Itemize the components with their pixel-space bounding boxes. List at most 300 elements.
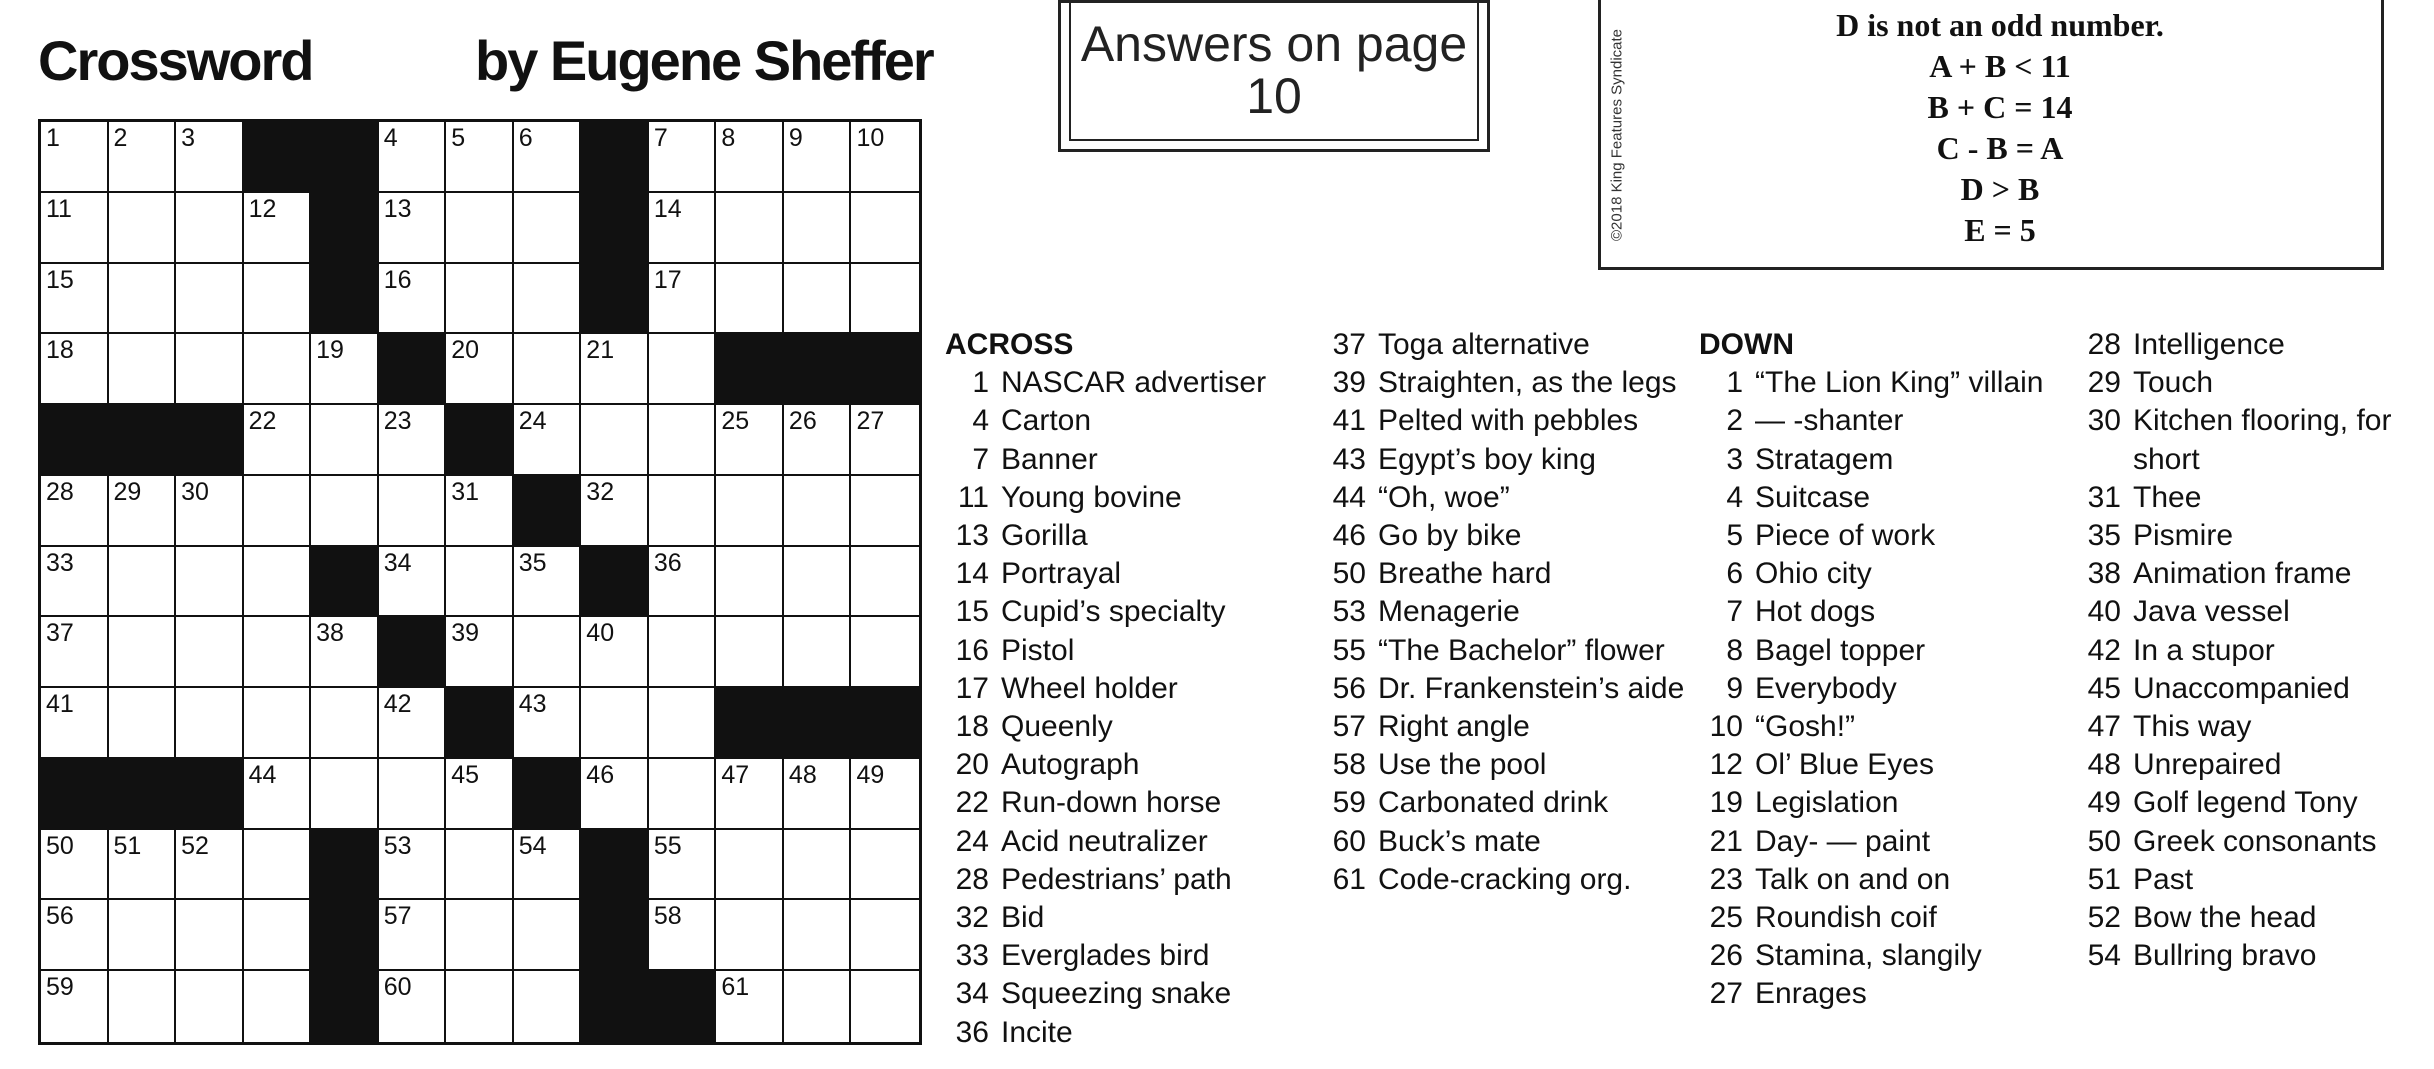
grid-cell[interactable]	[109, 900, 177, 971]
grid-cell[interactable]	[784, 122, 852, 193]
clue-number: 53	[1332, 595, 1366, 629]
grid-cell[interactable]	[379, 476, 447, 547]
grid-cell[interactable]	[581, 759, 649, 830]
clue-number: 12	[1709, 748, 1743, 782]
across-clues-column-2	[1322, 326, 1697, 899]
grid-cell[interactable]	[379, 830, 447, 901]
clue-text: Animation frame	[2133, 557, 2352, 591]
grid-cell[interactable]	[851, 971, 919, 1042]
grid-cell[interactable]	[446, 547, 514, 618]
cell-number: 36	[653, 548, 682, 577]
grid-cell[interactable]	[176, 830, 244, 901]
across-clue	[945, 784, 1320, 822]
grid-cell[interactable]	[784, 830, 852, 901]
grid-cell[interactable]	[446, 193, 514, 264]
grid-cell[interactable]	[784, 971, 852, 1042]
grid-cell[interactable]	[851, 830, 919, 901]
grid-cell[interactable]	[311, 759, 379, 830]
clue-number: 47	[2087, 710, 2121, 744]
clue-text: Autograph	[1001, 748, 1140, 782]
clue-number: 43	[1332, 442, 1366, 476]
cell-number: 18	[46, 336, 74, 365]
grid-cell[interactable]	[514, 617, 582, 688]
grid-cell[interactable]	[379, 759, 447, 830]
down-clue	[1699, 899, 2069, 937]
across-clue	[1322, 670, 1697, 708]
grid-cell[interactable]	[851, 476, 919, 547]
grid-cell[interactable]	[244, 547, 312, 618]
cell-number: 16	[383, 265, 412, 294]
grid-cell[interactable]	[244, 900, 312, 971]
grid-cell[interactable]	[784, 264, 852, 335]
across-clue	[1322, 517, 1697, 555]
grid-cell[interactable]	[41, 264, 109, 335]
cell-number: 35	[518, 548, 547, 577]
clue-number: 7	[1726, 595, 1743, 629]
black-square	[176, 405, 244, 476]
grid-cell[interactable]	[176, 971, 244, 1042]
crossword-grid[interactable]	[38, 119, 922, 1045]
grid-cell[interactable]	[446, 264, 514, 335]
down-clue	[2077, 784, 2434, 822]
grid-cell[interactable]	[649, 688, 717, 759]
black-square	[649, 971, 717, 1042]
clue-number: 2	[1726, 404, 1743, 438]
grid-cell[interactable]	[649, 264, 717, 335]
cell-number: 59	[46, 973, 74, 1002]
grid-cell[interactable]	[311, 334, 379, 405]
clue-text: Suitcase	[1755, 480, 1871, 514]
clue-number: 17	[955, 671, 989, 705]
clue-number: 30	[2087, 404, 2121, 438]
grid-cell[interactable]	[784, 617, 852, 688]
down-clue	[2077, 670, 2434, 708]
across-clue	[945, 670, 1320, 708]
grid-cell[interactable]	[379, 547, 447, 618]
down-clue	[1699, 937, 2069, 975]
grid-cell[interactable]	[41, 334, 109, 405]
across-clue	[1322, 861, 1697, 899]
down-clue	[1699, 746, 2069, 784]
grid-cell[interactable]	[244, 688, 312, 759]
grid-cell[interactable]	[514, 971, 582, 1042]
clue-text: Use the pool	[1378, 748, 1547, 782]
cell-number: 53	[383, 831, 412, 860]
clue-text: “Oh, woe”	[1378, 480, 1510, 514]
grid-cell[interactable]	[784, 405, 852, 476]
grid-cell[interactable]	[244, 830, 312, 901]
black-square	[446, 405, 514, 476]
grid-cell[interactable]	[41, 617, 109, 688]
grid-cell[interactable]	[446, 122, 514, 193]
black-square	[446, 688, 514, 759]
across-clue	[945, 975, 1320, 1013]
clue-heading: DOWN	[1699, 328, 1794, 361]
grid-cell[interactable]	[311, 476, 379, 547]
cell-number: 10	[856, 124, 885, 152]
black-square	[716, 334, 784, 405]
down-clue	[2077, 632, 2434, 670]
grid-cell[interactable]	[176, 334, 244, 405]
grid-cell[interactable]	[851, 264, 919, 335]
clue-number: 59	[1332, 786, 1366, 820]
grid-cell[interactable]	[176, 264, 244, 335]
grid-cell[interactable]	[109, 334, 177, 405]
clue-number: 32	[955, 901, 989, 935]
grid-cell[interactable]	[514, 405, 582, 476]
cell-number: 9	[788, 124, 803, 152]
cell-number: 55	[653, 831, 682, 860]
clue-number: 38	[2087, 557, 2121, 591]
grid-cell[interactable]	[446, 830, 514, 901]
down-clue	[1699, 555, 2069, 593]
clue-text: Bagel topper	[1755, 633, 1926, 667]
grid-cell[interactable]	[851, 405, 919, 476]
black-square	[379, 334, 447, 405]
grid-cell[interactable]	[649, 617, 717, 688]
cell-number: 27	[856, 407, 885, 436]
down-clue	[2077, 746, 2434, 784]
answers-note: Answers on page 10	[1069, 0, 1479, 141]
grid-cell[interactable]	[311, 688, 379, 759]
across-clue	[1322, 555, 1697, 593]
black-square	[311, 971, 379, 1042]
grid-cell[interactable]	[446, 759, 514, 830]
down-clue	[2077, 593, 2434, 631]
clue-text: Bid	[1001, 901, 1045, 935]
grid-cell[interactable]	[379, 971, 447, 1042]
across-clue	[1322, 402, 1697, 440]
grid-cell[interactable]	[109, 193, 177, 264]
across-clue	[945, 364, 1320, 402]
grid-cell[interactable]	[379, 264, 447, 335]
clue-number: 42	[2087, 633, 2121, 667]
clue-heading: ACROSS	[945, 328, 1074, 361]
grid-cell[interactable]	[109, 617, 177, 688]
grid-cell[interactable]	[109, 971, 177, 1042]
clue-text: NASCAR advertiser	[1001, 366, 1267, 400]
clue-number: 48	[2087, 748, 2121, 782]
cell-number: 25	[721, 407, 750, 436]
grid-cell[interactable]	[41, 971, 109, 1042]
puzzle-line: A + B < 11	[1929, 48, 2071, 84]
clue-text: Unrepaired	[2133, 748, 2282, 782]
grid-cell[interactable]	[851, 617, 919, 688]
clue-number: 9	[1726, 671, 1743, 705]
across-clue	[945, 899, 1320, 937]
grid-cell[interactable]	[514, 547, 582, 618]
black-square	[176, 759, 244, 830]
clue-number: 11	[957, 480, 989, 514]
grid-cell[interactable]	[311, 617, 379, 688]
cell-number: 51	[113, 831, 142, 860]
grid-cell[interactable]	[649, 547, 717, 618]
grid-cell[interactable]	[514, 334, 582, 405]
grid-cell[interactable]	[446, 617, 514, 688]
clue-number: 23	[1709, 862, 1743, 896]
cell-number: 56	[46, 902, 74, 931]
grid-cell[interactable]	[446, 476, 514, 547]
across-clue	[945, 441, 1320, 479]
black-square	[581, 900, 649, 971]
grid-cell[interactable]	[649, 193, 717, 264]
grid-cell[interactable]	[41, 688, 109, 759]
clue-text: — -shanter	[1755, 404, 1904, 438]
clue-text: Enrages	[1755, 977, 1867, 1011]
cell-number: 47	[721, 760, 750, 789]
grid-cell[interactable]	[716, 193, 784, 264]
grid-cell[interactable]	[514, 122, 582, 193]
black-square	[581, 264, 649, 335]
cell-number: 54	[518, 831, 547, 860]
clue-text: “Gosh!”	[1755, 710, 1856, 744]
grid-cell[interactable]	[716, 900, 784, 971]
across-clue	[945, 517, 1320, 555]
clue-number: 10	[1709, 710, 1743, 744]
cell-number: 2	[113, 124, 128, 152]
grid-cell[interactable]	[244, 405, 312, 476]
down-clue	[2077, 823, 2434, 861]
clue-text: Code-cracking org.	[1378, 862, 1632, 896]
grid-cell[interactable]	[581, 688, 649, 759]
across-clue	[1322, 479, 1697, 517]
cell-number: 34	[383, 548, 412, 577]
grid-cell[interactable]	[379, 193, 447, 264]
grid-cell[interactable]	[176, 617, 244, 688]
grid-cell[interactable]	[244, 193, 312, 264]
down-clue	[1699, 441, 2069, 479]
clue-text: Greek consonants	[2133, 824, 2377, 858]
grid-cell[interactable]	[176, 547, 244, 618]
black-square	[311, 264, 379, 335]
cell-number: 22	[248, 407, 277, 436]
across-clue	[945, 555, 1320, 593]
clue-text: Intelligence	[2133, 328, 2285, 361]
across-clue	[1322, 632, 1697, 670]
black-square	[716, 688, 784, 759]
black-square	[311, 193, 379, 264]
grid-cell[interactable]	[514, 688, 582, 759]
clue-text: Everglades bird	[1001, 939, 1210, 973]
grid-cell[interactable]	[244, 476, 312, 547]
clue-text: Menagerie	[1378, 595, 1520, 629]
grid-cell[interactable]	[649, 476, 717, 547]
grid-cell[interactable]	[784, 193, 852, 264]
clue-number: 15	[955, 595, 989, 629]
cell-number: 46	[586, 760, 615, 789]
grid-cell[interactable]	[851, 900, 919, 971]
grid-cell[interactable]	[649, 759, 717, 830]
grid-cell[interactable]	[244, 759, 312, 830]
grid-cell[interactable]	[784, 900, 852, 971]
grid-cell[interactable]	[379, 688, 447, 759]
grid-cell[interactable]	[244, 971, 312, 1042]
cell-number: 24	[518, 407, 547, 436]
grid-cell[interactable]	[649, 900, 717, 971]
cell-number: 31	[451, 477, 480, 506]
grid-cell[interactable]	[379, 122, 447, 193]
across-clue	[1322, 364, 1697, 402]
clue-text: Ohio city	[1755, 557, 1872, 591]
across-clue	[945, 632, 1320, 670]
down-clue	[2077, 479, 2434, 517]
grid-cell[interactable]	[514, 193, 582, 264]
cell-number: 33	[46, 548, 74, 577]
clue-number: 16	[955, 633, 989, 667]
down-clue	[2077, 899, 2434, 937]
clue-number: 4	[972, 404, 989, 438]
grid-cell[interactable]	[716, 405, 784, 476]
grid-cell[interactable]	[716, 830, 784, 901]
grid-cell[interactable]	[851, 759, 919, 830]
clue-text: Portrayal	[1001, 557, 1122, 591]
grid-cell[interactable]	[446, 900, 514, 971]
grid-cell[interactable]	[514, 264, 582, 335]
grid-cell[interactable]	[41, 193, 109, 264]
clue-number: 51	[2087, 862, 2121, 896]
grid-cell[interactable]	[379, 900, 447, 971]
clue-text: Acid neutralizer	[1001, 824, 1208, 858]
black-square	[311, 900, 379, 971]
grid-cell[interactable]	[176, 122, 244, 193]
grid-cell[interactable]	[514, 900, 582, 971]
clue-number: 24	[955, 824, 989, 858]
clue-text: Toga alternative	[1378, 328, 1590, 361]
grid-cell[interactable]	[109, 476, 177, 547]
black-square	[109, 759, 177, 830]
grid-cell[interactable]	[311, 405, 379, 476]
grid-cell[interactable]	[649, 122, 717, 193]
down-clue	[2077, 555, 2434, 593]
grid-cell[interactable]	[41, 900, 109, 971]
clue-number: 28	[2087, 328, 2121, 361]
clue-text: Unaccompanied	[2133, 671, 2350, 705]
clue-text: Golf legend Tony	[2133, 786, 2358, 820]
clue-text: Talk on and on	[1755, 862, 1951, 896]
down-clue	[1699, 479, 2069, 517]
grid-cell[interactable]	[784, 547, 852, 618]
down-clue	[1699, 823, 2069, 861]
grid-cell[interactable]	[851, 122, 919, 193]
clue-text: Buck’s mate	[1378, 824, 1541, 858]
grid-cell[interactable]	[851, 193, 919, 264]
across-clue	[1322, 326, 1697, 364]
grid-cell[interactable]	[379, 405, 447, 476]
grid-cell[interactable]	[716, 547, 784, 618]
clue-number: 52	[2087, 901, 2121, 935]
cell-number: 4	[383, 124, 398, 152]
clue-text: Queenly	[1001, 710, 1113, 744]
clue-number: 41	[1332, 404, 1366, 438]
grid-cell[interactable]	[851, 547, 919, 618]
grid-cell[interactable]	[649, 405, 717, 476]
grid-cell[interactable]	[716, 971, 784, 1042]
cell-number: 5	[451, 124, 466, 152]
clue-text: Go by bike	[1378, 519, 1522, 553]
clue-number: 37	[1332, 328, 1366, 361]
clue-text: Squeezing snake	[1001, 977, 1232, 1011]
grid-cell[interactable]	[784, 476, 852, 547]
black-square	[581, 193, 649, 264]
grid-cell[interactable]	[41, 476, 109, 547]
grid-cell[interactable]	[244, 334, 312, 405]
grid-cell[interactable]	[176, 193, 244, 264]
clue-number: 27	[1709, 977, 1743, 1011]
grid-cell[interactable]	[716, 759, 784, 830]
clue-text: Young bovine	[1001, 480, 1182, 514]
cell-number: 44	[248, 760, 277, 789]
grid-cell[interactable]	[716, 476, 784, 547]
clue-text: Java vessel	[2133, 595, 2290, 629]
black-square	[784, 688, 852, 759]
grid-cell[interactable]	[581, 405, 649, 476]
down-clue	[1699, 784, 2069, 822]
clue-text: Carton	[1001, 404, 1092, 438]
grid-cell[interactable]	[109, 547, 177, 618]
cell-number: 38	[316, 619, 344, 648]
grid-cell[interactable]	[109, 264, 177, 335]
grid-cell[interactable]	[581, 476, 649, 547]
grid-cell[interactable]	[176, 900, 244, 971]
grid-cell[interactable]	[41, 122, 109, 193]
grid-cell[interactable]	[716, 617, 784, 688]
grid-cell[interactable]	[446, 971, 514, 1042]
grid-cell[interactable]	[176, 688, 244, 759]
clue-text: Touch	[2133, 366, 2214, 400]
clue-text: In a stupor	[2133, 633, 2275, 667]
clue-number: 54	[2087, 939, 2121, 973]
grid-cell[interactable]	[581, 617, 649, 688]
black-square	[851, 688, 919, 759]
cell-number: 37	[46, 619, 74, 648]
down-clues-column-1	[1699, 326, 2069, 1014]
cell-number: 6	[518, 124, 533, 152]
grid-cell[interactable]	[716, 122, 784, 193]
grid-cell[interactable]	[649, 830, 717, 901]
grid-cell[interactable]	[244, 617, 312, 688]
grid-cell[interactable]	[41, 547, 109, 618]
grid-cell[interactable]	[581, 334, 649, 405]
clue-number: 50	[2087, 824, 2121, 858]
grid-cell[interactable]	[649, 334, 717, 405]
page-title: Crossword	[38, 29, 313, 92]
black-square	[41, 405, 109, 476]
black-square	[851, 334, 919, 405]
clue-text: Egypt’s boy king	[1378, 442, 1596, 476]
grid-cell[interactable]	[514, 830, 582, 901]
grid-cell[interactable]	[109, 830, 177, 901]
black-square	[311, 122, 379, 193]
down-clue	[2077, 402, 2434, 478]
clue-number: 36	[955, 1015, 989, 1049]
grid-cell[interactable]	[109, 688, 177, 759]
cell-number: 32	[586, 477, 615, 506]
grid-cell[interactable]	[716, 264, 784, 335]
grid-cell[interactable]	[784, 759, 852, 830]
grid-cell[interactable]	[109, 122, 177, 193]
puzzle-line: B + C = 14	[1927, 89, 2073, 125]
logic-puzzle-clues	[1640, 5, 2360, 251]
grid-cell[interactable]	[176, 476, 244, 547]
grid-cell[interactable]	[244, 264, 312, 335]
grid-cell[interactable]	[446, 334, 514, 405]
clue-number: 8	[1726, 633, 1743, 667]
cell-number: 13	[383, 194, 412, 223]
cell-number: 57	[383, 902, 412, 931]
clue-text: “The Bachelor” flower	[1378, 633, 1665, 667]
grid-cell[interactable]	[41, 830, 109, 901]
clue-text: This way	[2133, 710, 2252, 744]
